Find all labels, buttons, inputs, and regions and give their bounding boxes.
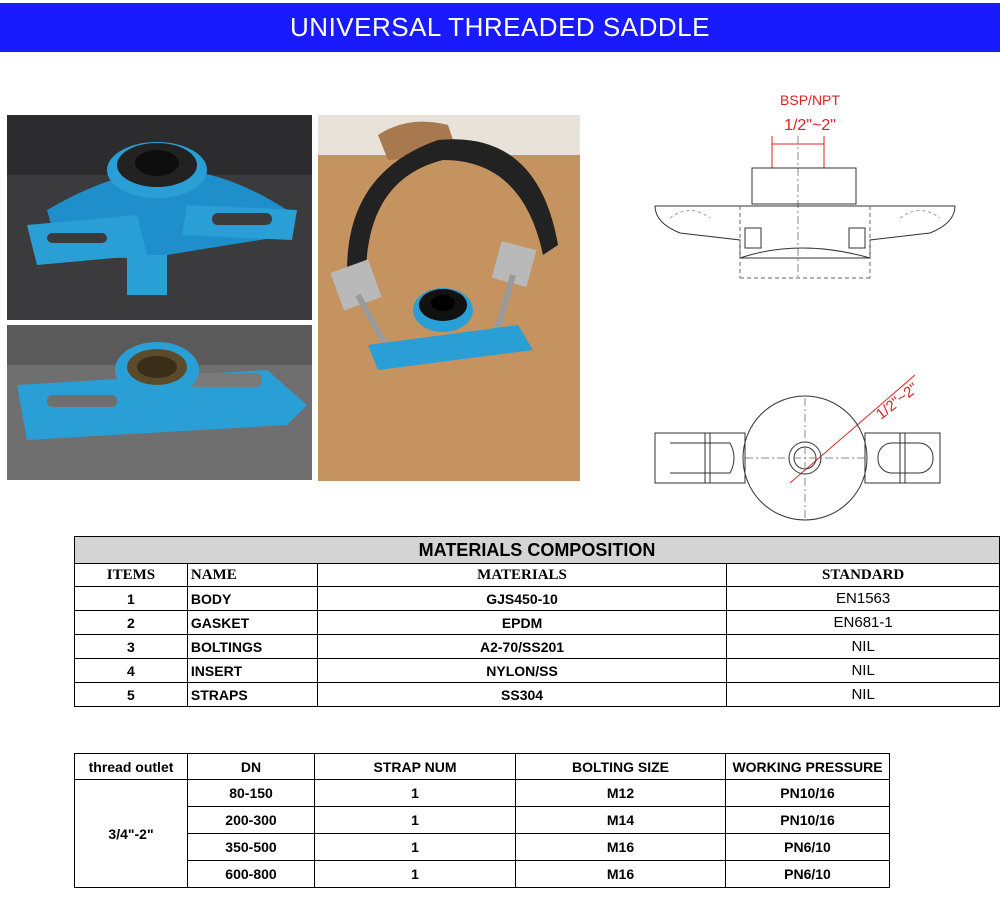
dn-cell: 350-500 [188, 834, 315, 861]
table-row [75, 780, 890, 807]
table-row [75, 587, 1000, 611]
diag-size-label: 1/2"~2" [872, 379, 922, 424]
header-items: ITEMS [75, 564, 188, 587]
spec-table [74, 753, 890, 888]
strap-cell: 1 [315, 780, 516, 807]
spec-header-row [75, 754, 890, 780]
thread-label: BSP/NPT [780, 92, 840, 108]
materials-header-row [75, 564, 1000, 587]
materials-table [74, 536, 1000, 707]
strap-cell: 1 [315, 807, 516, 834]
pressure-cell: PN6/10 [726, 861, 890, 888]
strap-cell: 1 [315, 861, 516, 888]
item-cell: 3 [75, 635, 188, 659]
drawing-top-view [650, 365, 950, 535]
table-row [75, 659, 1000, 683]
drawing-side-view [640, 88, 970, 288]
bolting-cell: M12 [516, 780, 726, 807]
product-photo-1 [7, 115, 312, 320]
standard-cell: NIL [727, 683, 1000, 707]
pressure-cell: PN10/16 [726, 780, 890, 807]
header-standard: STANDARD [727, 564, 1000, 587]
item-cell: 1 [75, 587, 188, 611]
material-cell: NYLON/SS [317, 659, 726, 683]
name-cell: STRAPS [187, 683, 317, 707]
table-row [75, 807, 890, 834]
header-dn: DN [188, 754, 315, 780]
thread-outlet-cell: 3/4"-2" [75, 780, 188, 888]
header-working-pressure: WORKING PRESSURE [726, 754, 890, 780]
item-cell: 4 [75, 659, 188, 683]
standard-cell: NIL [727, 635, 1000, 659]
table-row [75, 834, 890, 861]
material-cell: GJS450-10 [317, 587, 726, 611]
table-row [75, 611, 1000, 635]
bolting-cell: M14 [516, 807, 726, 834]
product-photo-2 [7, 325, 312, 480]
table-row [75, 635, 1000, 659]
size-label: 1/2"~2" [784, 117, 836, 134]
header-bolting-size: BOLTING SIZE [516, 754, 726, 780]
header-strap-num: STRAP NUM [315, 754, 516, 780]
materials-title: MATERIALS COMPOSITION [75, 537, 1000, 564]
dn-cell: 200-300 [188, 807, 315, 834]
page-title-banner [0, 3, 1000, 52]
item-cell: 2 [75, 611, 188, 635]
material-cell: A2-70/SS201 [317, 635, 726, 659]
name-cell: BODY [187, 587, 317, 611]
standard-cell: EN681-1 [727, 611, 1000, 635]
table-row [75, 861, 890, 888]
product-photo-3 [318, 115, 580, 481]
page-title: UNIVERSAL THREADED SADDLE [290, 12, 710, 42]
pressure-cell: PN10/16 [726, 807, 890, 834]
bolting-cell: M16 [516, 861, 726, 888]
material-cell: EPDM [317, 611, 726, 635]
name-cell: GASKET [187, 611, 317, 635]
dn-cell: 600-800 [188, 861, 315, 888]
header-name: NAME [187, 564, 317, 587]
table-row [75, 683, 1000, 707]
standard-cell: EN1563 [727, 587, 1000, 611]
standard-cell: NIL [727, 659, 1000, 683]
material-cell: SS304 [317, 683, 726, 707]
dn-cell: 80-150 [188, 780, 315, 807]
strap-cell: 1 [315, 834, 516, 861]
header-thread-outlet: thread outlet [75, 754, 188, 780]
item-cell: 5 [75, 683, 188, 707]
name-cell: BOLTINGS [187, 635, 317, 659]
pressure-cell: PN6/10 [726, 834, 890, 861]
bolting-cell: M16 [516, 834, 726, 861]
header-materials: MATERIALS [317, 564, 726, 587]
name-cell: INSERT [187, 659, 317, 683]
